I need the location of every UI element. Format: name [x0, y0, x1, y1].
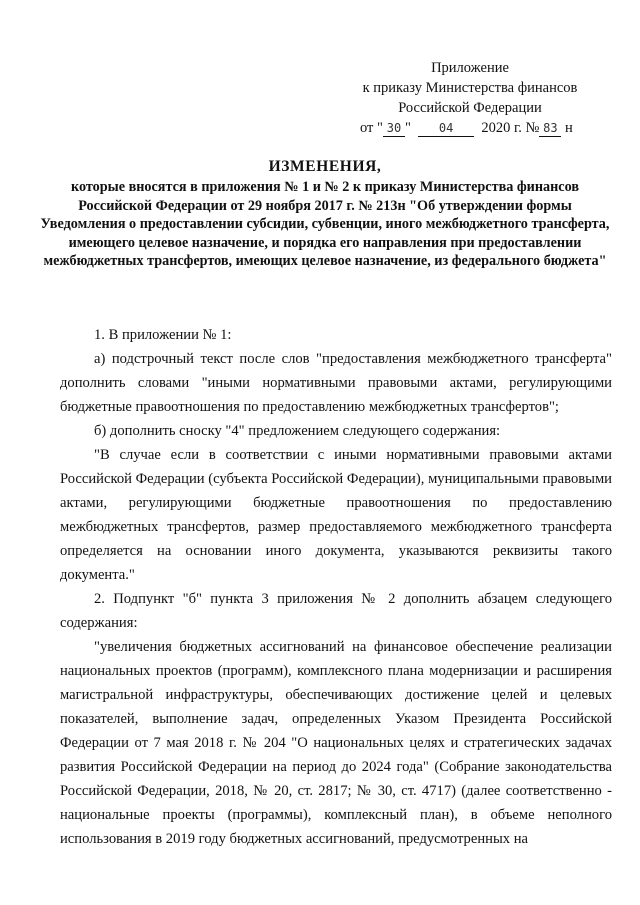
paragraph-2: 2. Подпункт "б" пункта 3 приложения № 2 дополнить абзацем следующего содержания:	[60, 591, 612, 631]
number-suffix: н	[565, 120, 573, 136]
date-day: 30	[383, 120, 405, 137]
paragraph-1b: б) дополнить сноску "4" предложением следующего содержания:	[94, 423, 501, 439]
title-subtitle: которые вносятся в приложения № 1 и № 2 к приказу Министерства финансов Российской Федерации от 29 ноября 2017 г. № 213н "Об утверждении формы Уведомления о предоставлении субсидии, субвенции, иного межбюджетного трансферта, имеющего целевое назначение, и порядка его направления при предоставлении межбюджетных трансфертов, имеющих целевое назначение, из федерального бюджета"	[40, 179, 610, 269]
order-date-line	[340, 118, 600, 138]
appendix-label: Приложение	[431, 60, 509, 76]
paragraph-2-text: "увеличения бюджетных ассигнований на финансовое обеспечение реализации национальных проектов (программ), комплексного плана модернизации и расширения магистральной инфраструктуры, обеспечивающих достижение целей и целевых показателей, выполнение задач, определенных Указом Президента Российской Федерации от 7 мая 2018 г. № 204 "О национальных целях и стратегических задачах развития Российской Федерации на период до 2024 года" (Собрание законодательства Российской Федерации, 2018, № 20, ст. 2817; № 30, ст. 4717) (далее соответственно - национальные проекты (программы), комплексный план), в объеме неполного использования в 2019 году бюджетных ассигнований, предусмотренных на	[60, 639, 612, 847]
paragraph-footnote-text: "В случае если в соответствии с иными нормативными правовыми актами Российской Федерации (субъекта Российской Федерации), муниципальными правовыми актами, регулирующими бюджетные правоотношения по предоставлению межбюджетных трансфертов, размер предоставляемого межбюджетного трансферта определяется на основании иного документа, указываются реквизиты такого документа."	[60, 447, 612, 583]
order-reference: к приказу Министерства финансов	[362, 80, 578, 96]
document-body	[60, 323, 612, 851]
paragraph-1a: а) подстрочный текст после слов "предоставления межбюджетного трансферта" дополнить словами "иными нормативными правовыми актами, регулирующими бюджетные правоотношения по предоставлению межбюджетных трансфертов";	[60, 351, 612, 415]
date-year: 2020 г. №	[481, 120, 540, 136]
date-prefix: от "	[360, 120, 383, 136]
date-mid: "	[404, 120, 411, 136]
title-heading: ИЗМЕНЕНИЯ,	[268, 158, 382, 175]
date-month: 04	[418, 120, 474, 137]
paragraph-1: 1. В приложении № 1:	[94, 327, 232, 343]
appendix-header	[340, 58, 600, 138]
order-number: 83	[539, 120, 561, 137]
document-title	[40, 156, 610, 271]
ministry-country: Российской Федерации	[398, 100, 542, 116]
